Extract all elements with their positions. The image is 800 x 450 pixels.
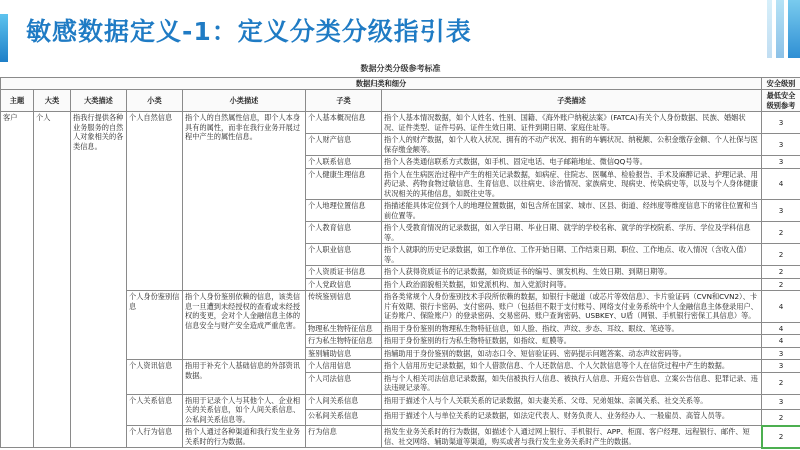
theme-cell[interactable]: 客户	[1, 112, 34, 448]
sub-cell[interactable]: 鉴别辅助信息	[306, 347, 382, 360]
header-decoration	[788, 0, 800, 58]
table-caption: 数据分类分级参考标准	[360, 64, 441, 73]
sub-cell[interactable]: 物理私生物特征信息	[306, 322, 382, 335]
header-minor-desc: 小类描述	[183, 90, 306, 112]
sub-cell[interactable]: 个人间关系信息	[306, 394, 382, 409]
title-accent-bar	[0, 14, 8, 62]
level-cell[interactable]: 2	[762, 222, 800, 244]
sub-desc-cell[interactable]: 指个人获得资质证书的记录数据，如资质证书的编号、颁发机构、生效日期、到期日期等。	[382, 266, 762, 279]
level-cell[interactable]: 4	[762, 291, 800, 323]
level-cell[interactable]: 2	[762, 266, 800, 279]
header-security: 安全级别	[762, 77, 800, 90]
header-min-level: 最低安全级别参考	[762, 90, 800, 112]
minor-cell[interactable]: 个人行为信息	[127, 426, 183, 448]
sub-desc-cell[interactable]: 指个人受教育情况的记录数据，如入学日期、毕业日期、就学的学校名称、就学的学校院系、学历、学位及学科信息等。	[382, 222, 762, 244]
minor-desc-cell[interactable]: 指个人的自然属性信息，即个人本身具有的属性，而非在我行业务开展过程中产生的属性信息。	[183, 112, 306, 291]
header-sub-desc: 子类描述	[382, 90, 762, 112]
level-cell[interactable]: 4	[762, 168, 800, 200]
level-cell[interactable]: 3	[762, 200, 800, 222]
sub-desc-cell[interactable]: 指用于描述个人与单位关系的记录数据，如法定代表人、财务负责人、业务经办人、一般雇员、高管人员等。	[382, 409, 762, 425]
level-cell[interactable]: 2	[762, 372, 800, 394]
level-cell[interactable]: 4	[762, 322, 800, 335]
level-cell[interactable]: 2	[762, 278, 800, 291]
sub-cell[interactable]: 行为信息	[306, 426, 382, 448]
sub-cell[interactable]: 个人联系信息	[306, 156, 382, 169]
sub-desc-cell[interactable]: 指各类常规个人身份鉴别技术手段所依赖的数据，如银行卡磁道（或芯片等效信息）、卡片验证码（CVN和CVN2）、卡片有效期、银行卡密码、支付密码、账户（包括但不限于支付账号、网络支付业务系统中个人金融信息主体登录用户、证券账户、保险账户）的登录密码、交易密码、账户查询密码、USBKEY、U盾（网银、手机银行密保工具信息）等。	[382, 291, 762, 323]
header-decoration	[776, 0, 784, 58]
sub-cell[interactable]: 个人健康生理信息	[306, 168, 382, 200]
spreadsheet	[0, 62, 800, 450]
level-cell[interactable]: 3	[762, 394, 800, 409]
sub-cell[interactable]: 行为私生物特征信息	[306, 335, 382, 348]
sub-desc-cell[interactable]: 指个人就职的历史记录数据，如工作单位、工作开始日期、工作结束日期、职位、工作地点、收入情况（含收入值）等。	[382, 244, 762, 266]
sub-cell[interactable]: 传统鉴别信息	[306, 291, 382, 323]
major-cell[interactable]: 个人	[34, 112, 71, 448]
sub-desc-cell[interactable]: 指辅助用于身份鉴别的数据，如动态口令、短信验证码、密码提示问题答案、动态声纹密码等。	[382, 347, 762, 360]
level-cell[interactable]: 2	[762, 409, 800, 425]
sub-desc-cell[interactable]: 指个人在生病医治过程中产生的相关记录数据，如病症、住院志、医嘱单、检验报告、手术及麻醉记录、护理记录、用药记录、药物食物过敏信息、生育信息、以往病史、诊治情况、家族病史、现病史、传染病史等，以及与个人身体健康状况相关的其他信息，如既往史等。	[382, 168, 762, 200]
sub-desc-cell[interactable]: 指用于身份鉴别的物理私生物特征信息，如人脸、指纹、声纹、步态、耳纹、眼纹、笔迹等。	[382, 322, 762, 335]
sub-cell[interactable]: 个人信用信息	[306, 360, 382, 373]
minor-desc-cell[interactable]: 指用于补充个人基础信息的外部资讯数据。	[183, 360, 306, 395]
minor-desc-cell[interactable]: 指个人身份鉴别依赖的信息，该类信息一旦遭到未经授权的查看或未经授权的变更，会对个人金融信息主体的信息安全与财产安全造成严重危害。	[183, 291, 306, 360]
level-cell[interactable]: 3	[762, 360, 800, 373]
sub-desc-cell[interactable]: 指个人信用历史记录数据，如个人借款信息、个人还款信息、个人欠款信息等个人在信贷过程中产生的数据。	[382, 360, 762, 373]
sub-cell[interactable]: 个人地理位置信息	[306, 200, 382, 222]
level-cell[interactable]: 3	[762, 347, 800, 360]
sub-desc-cell[interactable]: 指发生业务关系时的行为数据，如描述个人通过网上银行、手机银行、APP、柜面、客户经理、远程银行、邮件、短信、社交网络、辅助渠道等渠道，购买或者与我行发生业务关系时产生的数据。	[382, 426, 762, 448]
sub-cell[interactable]: 个人基本概况信息	[306, 112, 382, 134]
sub-cell[interactable]: 个人职业信息	[306, 244, 382, 266]
minor-cell[interactable]: 个人身份鉴别信息	[127, 291, 183, 360]
page-title: 敏感数据定义-1：定义分类分级指引表	[26, 17, 472, 46]
level-cell[interactable]: 2	[762, 244, 800, 266]
level-cell[interactable]: 4	[762, 335, 800, 348]
sub-desc-cell[interactable]: 指个人各类通信联系方式数据，如手机、固定电话、电子邮箱地址、微信QQ号等。	[382, 156, 762, 169]
sub-cell[interactable]: 个人党政信息	[306, 278, 382, 291]
level-cell-selected[interactable]: 2	[762, 426, 800, 448]
sub-cell[interactable]: 公私间关系信息	[306, 409, 382, 425]
header-minor: 小类	[127, 90, 183, 112]
minor-cell[interactable]: 个人资讯信息	[127, 360, 183, 395]
level-cell[interactable]: 3	[762, 112, 800, 134]
sub-cell[interactable]: 个人资质证书信息	[306, 266, 382, 279]
header-group: 数据归类和细分	[1, 77, 762, 90]
sub-desc-cell[interactable]: 指用于描述个人与个人关联关系的记录数据，如夫妻关系、父母、兄弟姐妹、亲属关系、社交关系等。	[382, 394, 762, 409]
minor-desc-cell[interactable]: 指个人通过各种渠道和我行发生业务关系时的行为数据。	[183, 426, 306, 448]
header-major: 大类	[34, 90, 71, 112]
sub-cell[interactable]: 个人司法信息	[306, 372, 382, 394]
sub-desc-cell[interactable]: 指用于身份鉴别的行为私生物特征数据，如指纹、虹膜等。	[382, 335, 762, 348]
header-major-desc: 大类描述	[71, 90, 127, 112]
minor-cell[interactable]: 个人关系信息	[127, 394, 183, 426]
level-cell[interactable]: 3	[762, 156, 800, 169]
sub-cell[interactable]: 个人财产信息	[306, 134, 382, 156]
header-main: 主题	[1, 90, 34, 112]
sub-desc-cell[interactable]: 指描述能具体定位到个人的地理位置数据，如包含所在国家、城市、区县、街道、经纬度等维度信息下的常住位置和当前位置等。	[382, 200, 762, 222]
sub-desc-cell[interactable]: 指个人基本情况数据，如个人姓名、性别、国籍、《海外账户纳税法案》(FATCA)有关个人身份数据、民族、婚姻状况、证件类型、证件号码、证件生效日期、证件到期日期、家庭住址等。	[382, 112, 762, 134]
header-decoration	[767, 0, 772, 58]
sub-cell[interactable]: 个人教育信息	[306, 222, 382, 244]
header-sub: 子类	[306, 90, 382, 112]
major-desc-cell[interactable]: 指我行提供各种业务服务的自然人对象相关的各类信息。	[71, 112, 127, 448]
sub-desc-cell[interactable]: 指个人政治面貌相关数据，如党派机构、加入党派时间等。	[382, 278, 762, 291]
table-row	[1, 112, 800, 134]
sub-desc-cell[interactable]: 指个人的财产数据，如个人收入状况、拥有的不动产状况、拥有的车辆状况、纳税额、公积金缴存金额、个人社保与医保存缴金额等。	[382, 134, 762, 156]
sub-desc-cell[interactable]: 指与个人相关司法信息记录数据，如失信被执行人信息、被执行人信息、开庭公告信息、立案公告信息、犯罪记录、违法违规记录等。	[382, 372, 762, 394]
minor-cell[interactable]: 个人自然信息	[127, 112, 183, 291]
classification-table	[0, 62, 800, 449]
level-cell[interactable]: 3	[762, 134, 800, 156]
minor-desc-cell[interactable]: 指用于记录个人与其他个人、企业相关的关系信息，如个人间关系信息、公私间关系信息等。	[183, 394, 306, 426]
